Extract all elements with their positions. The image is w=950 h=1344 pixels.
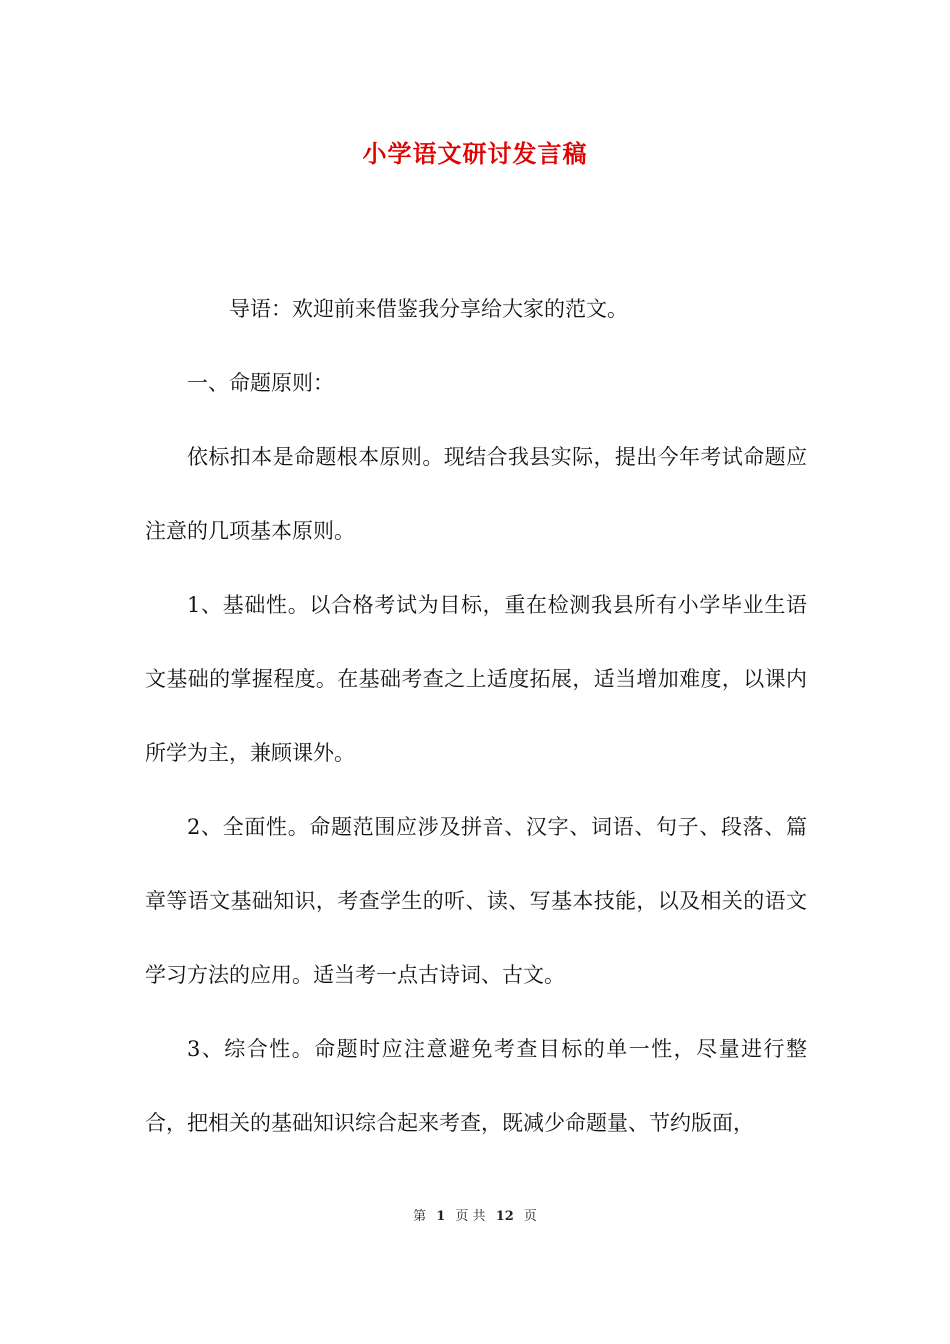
body-paragraph: 1、基础性。以合格考试为目标，重在检测我县所有小学毕业生语文基础的掌握程度。在基础考查之上适度拓展，适当增加难度，以课内所学为主，兼顾课外。 bbox=[145, 593, 807, 765]
document-body bbox=[145, 272, 807, 1160]
section-heading: 一、命题原则： bbox=[187, 371, 334, 395]
body-paragraph: 3、综合性。命题时应注意避免考查目标的单一性，尽量进行整合，把相关的基础知识综合起来考查，既减少命题量、节约版面， bbox=[145, 1037, 807, 1135]
body-paragraph: 依标扣本是命题根本原则。现结合我县实际，提出今年考试命题应注意的几项基本原则。 bbox=[145, 445, 807, 543]
footer-prefix: 第 bbox=[413, 1209, 427, 1224]
current-page-number: 1 bbox=[436, 1209, 446, 1224]
footer-middle: 页 共 bbox=[455, 1209, 486, 1224]
body-paragraph: 2、全面性。命题范围应涉及拼音、汉字、词语、句子、段落、篇章等语文基础知识，考查学生的听、读、写基本技能，以及相关的语文学习方法的应用。适当考一点古诗词、古文。 bbox=[145, 815, 807, 987]
footer-suffix: 页 bbox=[523, 1209, 537, 1224]
total-pages-number: 12 bbox=[495, 1209, 514, 1224]
document-title: 小学语文研讨发言稿 bbox=[362, 139, 588, 168]
page-footer bbox=[0, 1208, 950, 1226]
intro-paragraph: 导语：欢迎前来借鉴我分享给大家的范文。 bbox=[229, 297, 628, 321]
